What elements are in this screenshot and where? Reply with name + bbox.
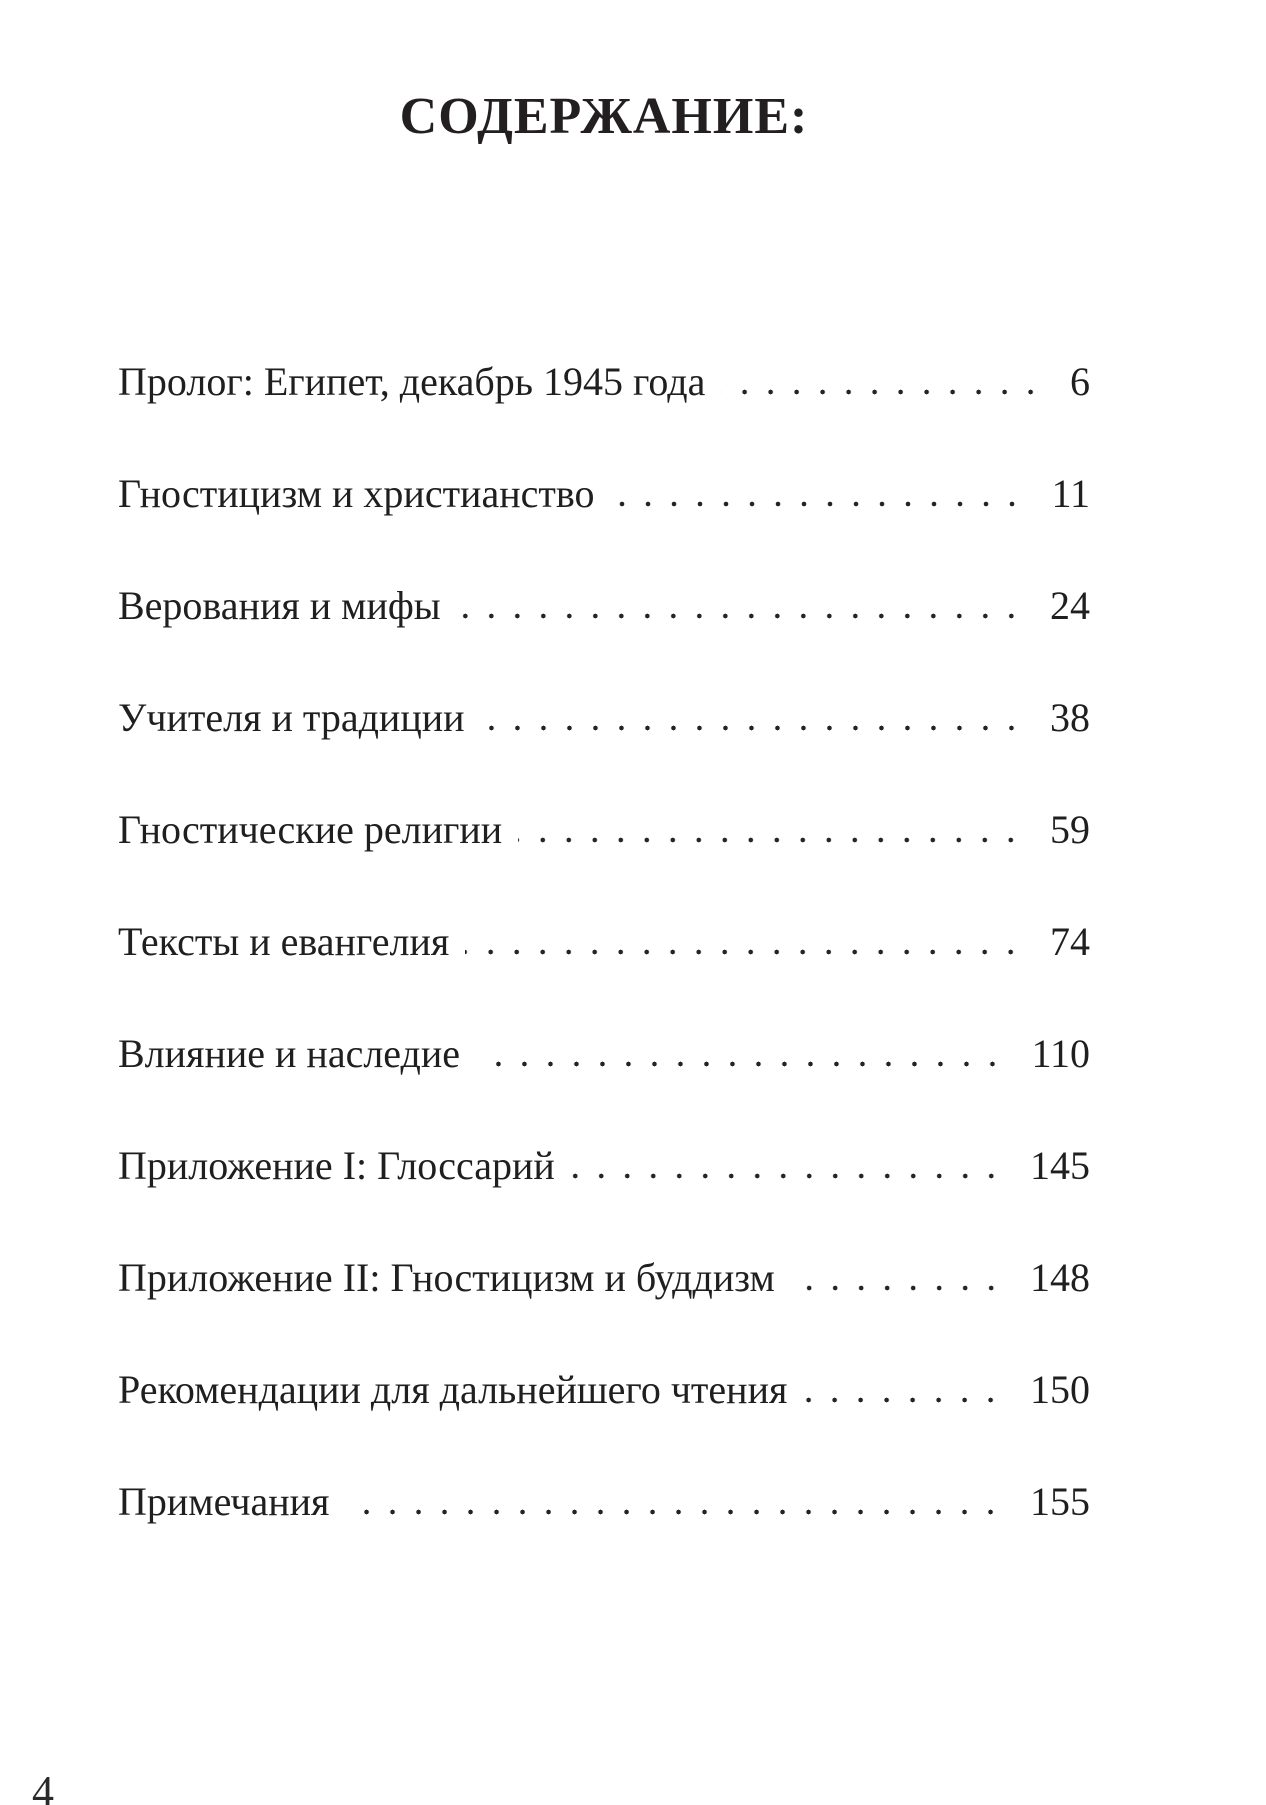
toc-entry-title: Тексты и евангелия: [118, 919, 450, 965]
toc-entry-title: Гностицизм и христианство: [118, 471, 595, 517]
toc-entry-title: Приложение II: Гностицизм и буддизм: [118, 1255, 775, 1301]
dot-leader: [803, 1397, 1014, 1403]
dot-leader: [791, 1285, 1014, 1291]
toc-entry-page-number: 110: [1031, 1031, 1090, 1077]
toc-entry-title: Рекомендации для дальнейшего чтения: [118, 1367, 788, 1413]
toc-entry: [118, 1032, 1090, 1076]
toc-entry-title: Примечания: [118, 1479, 330, 1525]
dot-leader: [465, 949, 1034, 955]
toc-entry: [118, 808, 1090, 852]
toc-list: [118, 360, 1090, 1524]
dot-leader: [476, 1061, 1015, 1067]
toc-entry-page-number: 148: [1030, 1255, 1090, 1301]
toc-entry-page-number: 24: [1050, 583, 1090, 629]
dot-leader: [518, 837, 1034, 843]
toc-entry-title: Приложение I: Глоссарий: [118, 1143, 555, 1189]
toc-entry: [118, 472, 1090, 516]
toc-entry-page-number: 155: [1030, 1479, 1090, 1525]
toc-entry-page-number: 38: [1050, 695, 1090, 741]
toc-entry: [118, 1368, 1090, 1412]
toc-content-block: [118, 0, 1090, 1524]
toc-entry: [118, 584, 1090, 628]
dot-leader: [610, 501, 1035, 507]
dot-leader: [345, 1509, 1014, 1515]
folio-page-number: 4: [32, 1767, 54, 1805]
toc-entry: [118, 360, 1090, 404]
toc-entry-title: Верования и мифы: [118, 583, 441, 629]
toc-entry: [118, 1256, 1090, 1300]
toc-entry-title: Влияние и наследие: [118, 1031, 461, 1077]
dot-leader: [721, 389, 1054, 395]
toc-entry-title: Учителя и традиции: [118, 695, 465, 741]
dot-leader: [481, 725, 1034, 731]
toc-entry-page-number: 11: [1051, 471, 1090, 517]
toc-entry-page-number: 150: [1030, 1367, 1090, 1413]
toc-entry-page-number: 74: [1050, 919, 1090, 965]
toc-entry: [118, 696, 1090, 740]
toc-entry: [118, 920, 1090, 964]
toc-entry-title: Гностические религии: [118, 807, 503, 853]
dot-leader: [571, 1173, 1014, 1179]
toc-entry-page-number: 145: [1030, 1143, 1090, 1189]
page-title: СОДЕРЖАНИЕ:: [399, 88, 809, 145]
toc-entry-page-number: 59: [1050, 807, 1090, 853]
toc-entry: [118, 1144, 1090, 1188]
toc-entry-title: Пролог: Египет, декабрь 1945 года: [118, 359, 706, 405]
toc-entry-page-number: 6: [1070, 359, 1090, 405]
toc-entry: [118, 1480, 1090, 1524]
dot-leader: [457, 613, 1034, 619]
